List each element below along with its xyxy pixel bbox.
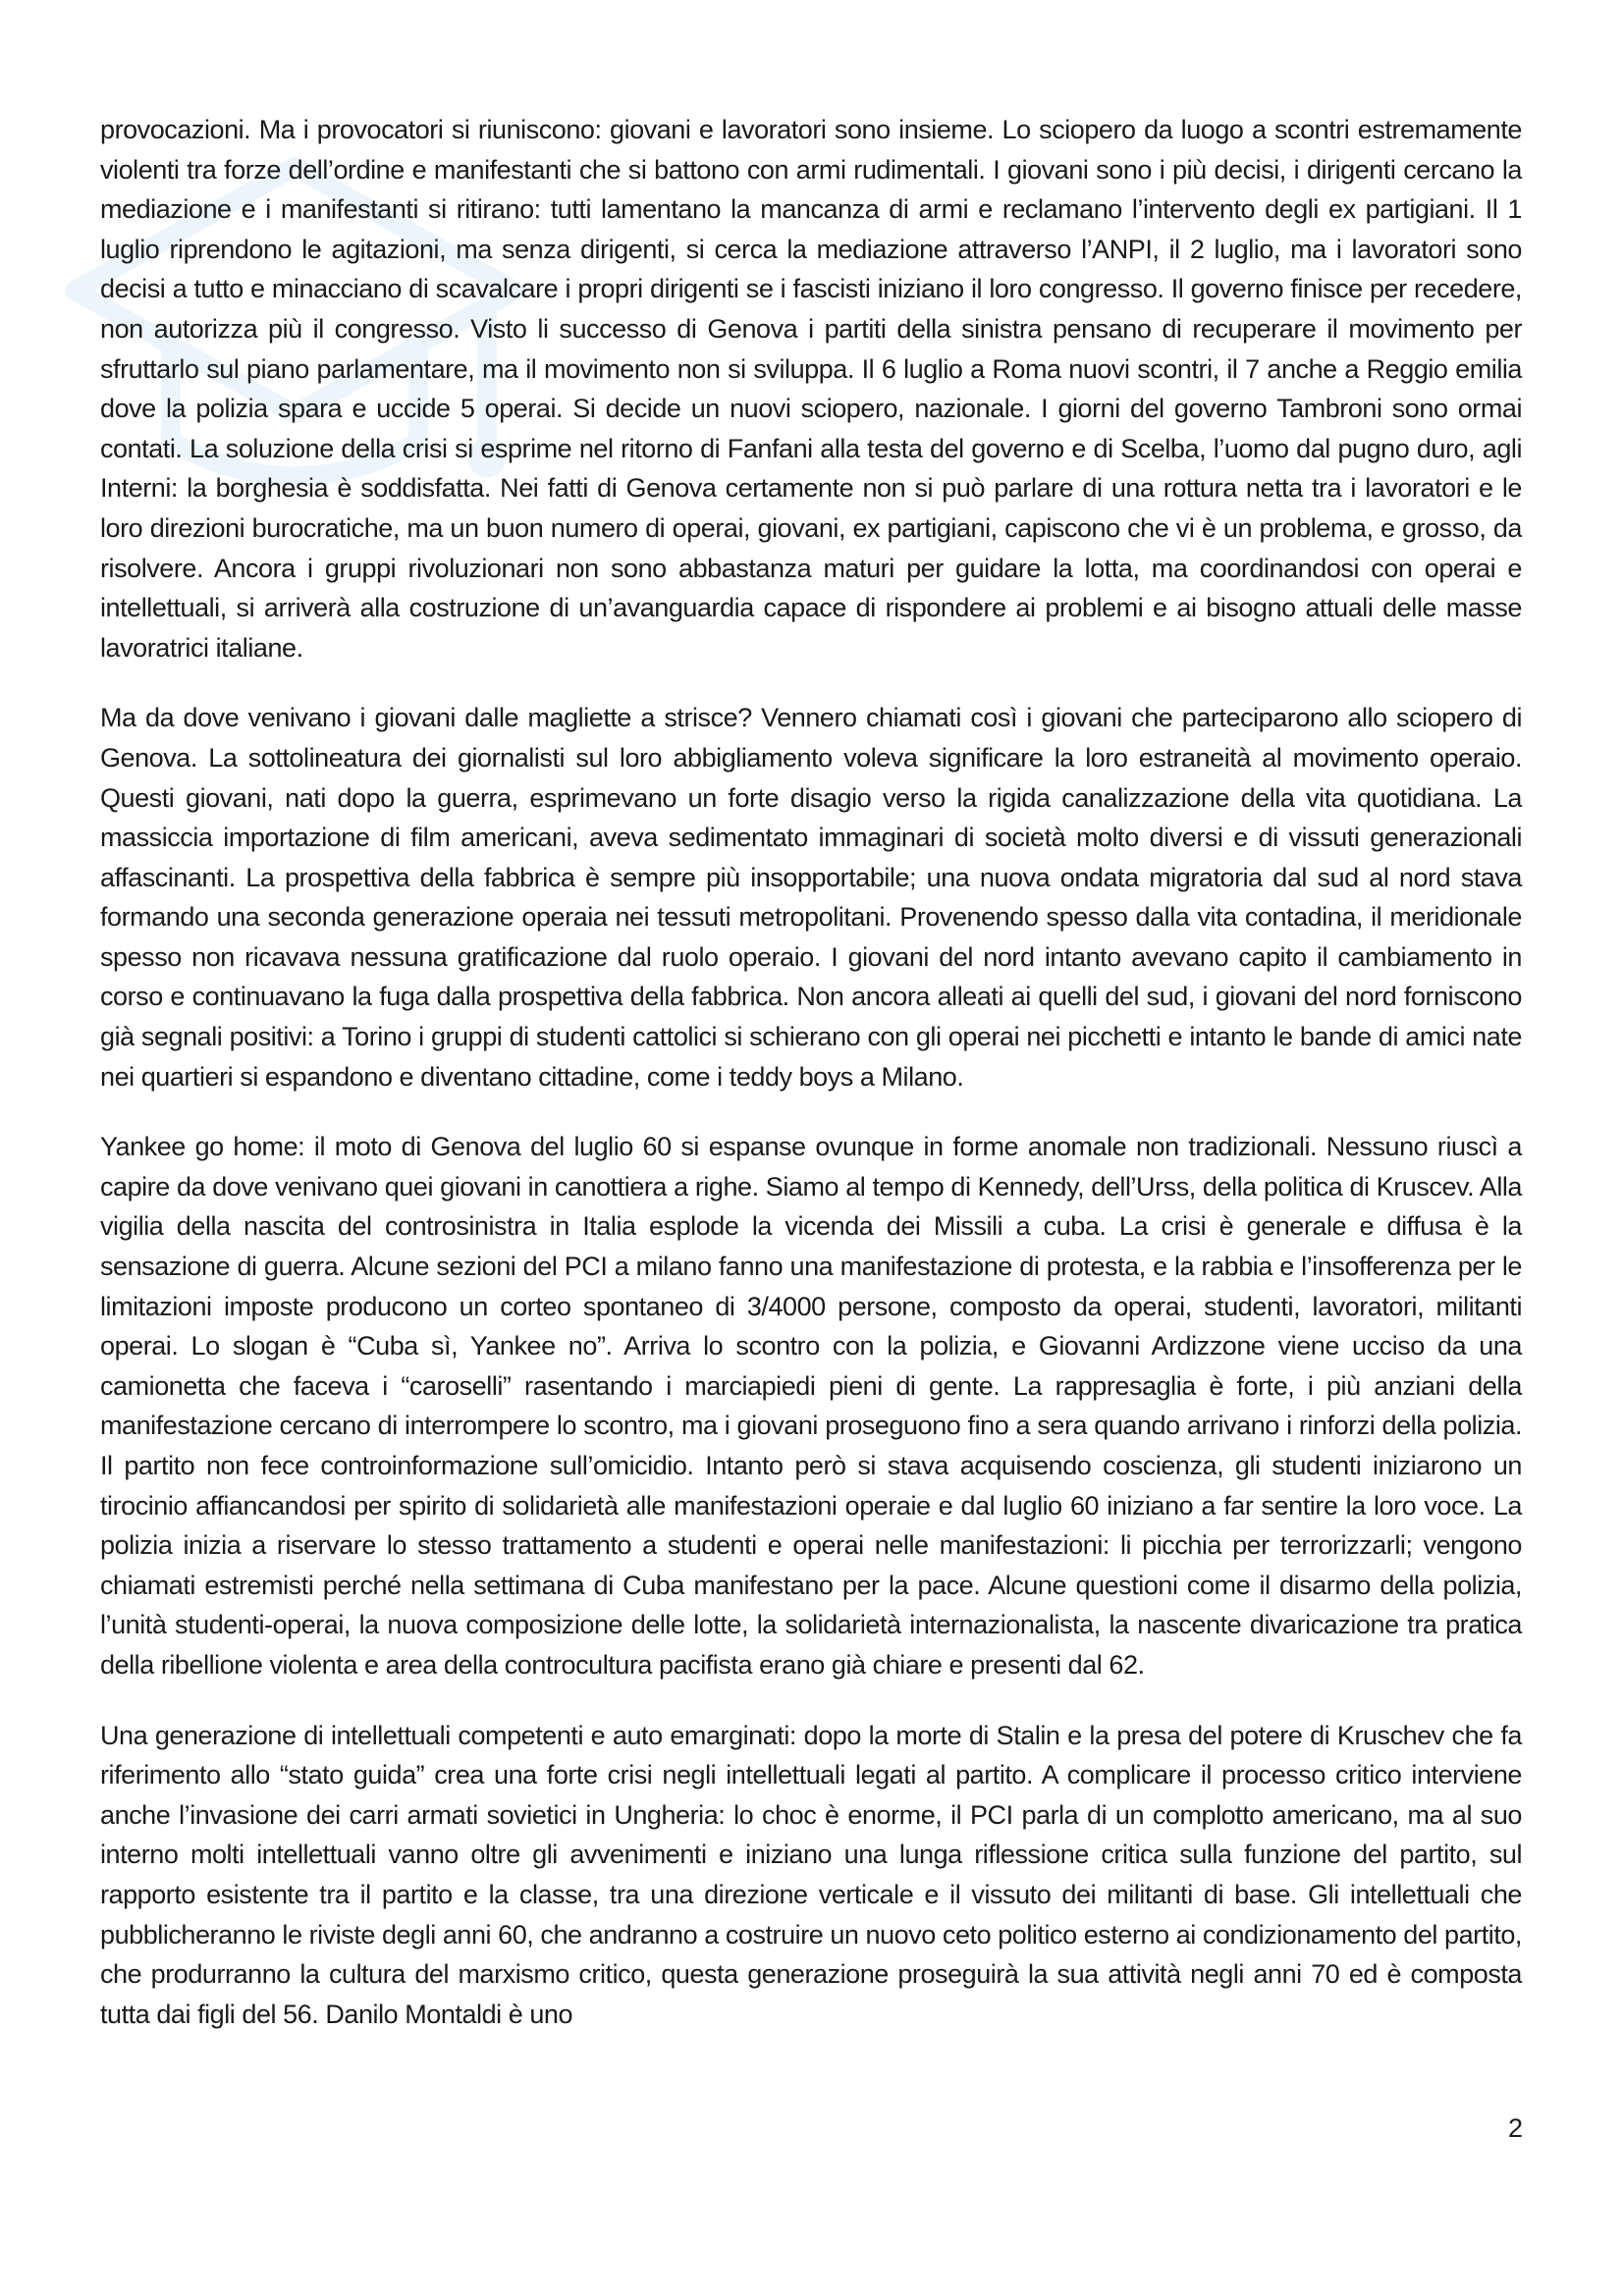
paragraph-genova-strike: provocazioni. Ma i provocatori si riuniscono: giovani e lavoratori sono insieme. Lo sciopero da luogo a scontri estremamente violenti tra forze dell’ordine e manifestanti che si battono con armi rudimentali. I giovani sono i più decisi, i dirigenti cercano la mediazione e i manifestanti si ritirano: tutti lamentano la mancanza di armi e reclamano l’intervento degli ex partigiani. Il 1 luglio riprendono le agitazioni, ma senza dirigenti, si cerca la mediazione attraverso l’ANPI, il 2 luglio, ma i lavoratori sono decisi a tutto e minacciano di scavalcare i propri dirigenti se i fascisti iniziano il loro congresso. Il governo finisce per recedere, non autorizza più il congresso. Visto li successo di Genova i partiti della sinistra pensano di recuperare il movimento per sfruttarlo sul piano parlamentare, ma il movimento non si sviluppa. Il 6 luglio a Roma nuovi scontri, il 7 anche a Reggio emilia dove la polizia spara e uccide 5 operai. Si decide un nuovi sciopero, nazionale. I giorni del governo Tambroni sono ormai contati. La soluzione della crisi si esprime nel ritorno di Fanfani alla testa del governo e di Scelba, l’uomo dal pugno duro, agli Interni: la borghesia è soddisfatta. Nei fatti di Genova certamente non si può parlare di una rottura netta tra i lavoratori e le loro direzioni burocratiche, ma un buon numero di operai, giovani, ex partigiani, capiscono che vi è un problema, e grosso, da risolvere. Ancora i gruppi rivoluzionari non sono abbastanza maturi per guidare la lotta, ma coordinandosi con operai e intellettuali, si arriverà alla costruzione di un’avanguardia capace di rispondere ai problemi e ai bisogno attuali delle masse lavoratrici italiane.: [100, 115, 1522, 663]
page-number: 2: [1507, 2113, 1523, 2143]
paragraph-intellectuals-generation: Una generazione di intellettuali competenti e auto emarginati: dopo la morte di Stalin e la presa del potere di Kruschev che fa riferimento allo “stato guida” crea una forte crisi negli intellettuali legati al partito. A complicare il processo critico interviene anche l’invasione dei carri armati sovietici in Ungheria: lo choc è enorme, il PCI parla di un complotto americano, ma al suo interno molti intellettuali vanno oltre gli avvenimenti e iniziano una lunga riflessione critica sulla funzione del partito, sul rapporto esistente tra il partito e la classe, tra una direzione verticale e il vissuto dei militanti di base. Gli intellettuali che pubblicheranno le riviste degli anni 60, che andranno a costruire un nuovo ceto politico esterno ai condizionamento del partito, che produrranno la cultura del marxismo critico, questa generazione proseguirà la sua attività negli anni 70 ed è composta tutta dai figli del 56. Danilo Montaldi è uno: [100, 1720, 1522, 2029]
paragraph-striped-shirts-youth: Ma da dove venivano i giovani dalle magliette a strisce? Vennero chiamati così i giovani che parteciparono allo sciopero di Genova. La sottolineatura dei giornalisti sul loro abbigliamento voleva significare la loro estraneità al movimento operaio. Questi giovani, nati dopo la guerra, esprimevano un forte disagio verso la rigida canalizzazione della vita quotidiana. La massiccia importazione di film americani, aveva sedimentato immaginari di società molto diversi e di vissuti generazionali affascinanti. La prospettiva della fabbrica è sempre più insopportabile; una nuova ondata migratoria dal sud al nord stava formando una seconda generazione operaia nei tessuti metropolitani. Provenendo spesso dalla vita contadina, il meridionale spesso non ricavava nessuna gratificazione dal ruolo operaio. I giovani del nord intanto avevano capito il cambiamento in corso e continuavano la fuga dalla prospettiva della fabbrica. Non ancora alleati ai quelli del sud, i giovani del nord forniscono già segnali positivi: a Torino i gruppi di studenti cattolici si schierano con gli operai nei picchetti e intanto le bande di amici nate nei quartieri si espandono e diventano cittadine, come i teddy boys a Milano.: [100, 703, 1522, 1092]
document-body: [100, 110, 1522, 2064]
paragraph-yankee-go-home: Yankee go home: il moto di Genova del luglio 60 si espanse ovunque in forme anomale non tradizionali. Nessuno riuscì a capire da dove venivano quei giovani in canottiera a righe. Siamo al tempo di Kennedy, dell’Urss, della politica di Kruscev. Alla vigilia della nascita del controsinistra in Italia esplode la vicenda dei Missili a cuba. La crisi è generale e diffusa è la sensazione di guerra. Alcune sezioni del PCI a milano fanno una manifestazione di protesta, e la rabbia e l’insofferenza per le limitazioni imposte producono un corteo spontaneo di 3/4000 persone, composto da operai, studenti, lavoratori, militanti operai. Lo slogan è “Cuba sì, Yankee no”. Arriva lo scontro con la polizia, e Giovanni Ardizzone viene ucciso da una camionetta che faceva i “caroselli” rasentando i marciapiedi pieni di gente. La rappresaglia è forte, i più anziani della manifestazione cercano di interrompere lo scontro, ma i giovani proseguono fino a sera quando arrivano i rinforzi della polizia. Il partito non fece controinformazione sull’omicidio. Intanto però si stava acquisendo coscienza, gli studenti iniziarono un tirocinio affiancandosi per spirito di solidarietà alle manifestazioni operaie e dal luglio 60 iniziano a far sentire la loro voce. La polizia inizia a riservare lo stesso trattamento a studenti e operai nelle manifestazioni: li picchia per terrorizzarli; vengono chiamati estremisti perché nella settimana di Cuba manifestano per la pace. Alcune questioni come il disarmo della polizia, l’unità studenti-operai, la nuova composizione delle lotte, la solidarietà internazionalista, la nascente divaricazione tra pratica della ribellione violenta e area della controcultura pacifista erano già chiare e presenti dal 62.: [100, 1132, 1522, 1680]
